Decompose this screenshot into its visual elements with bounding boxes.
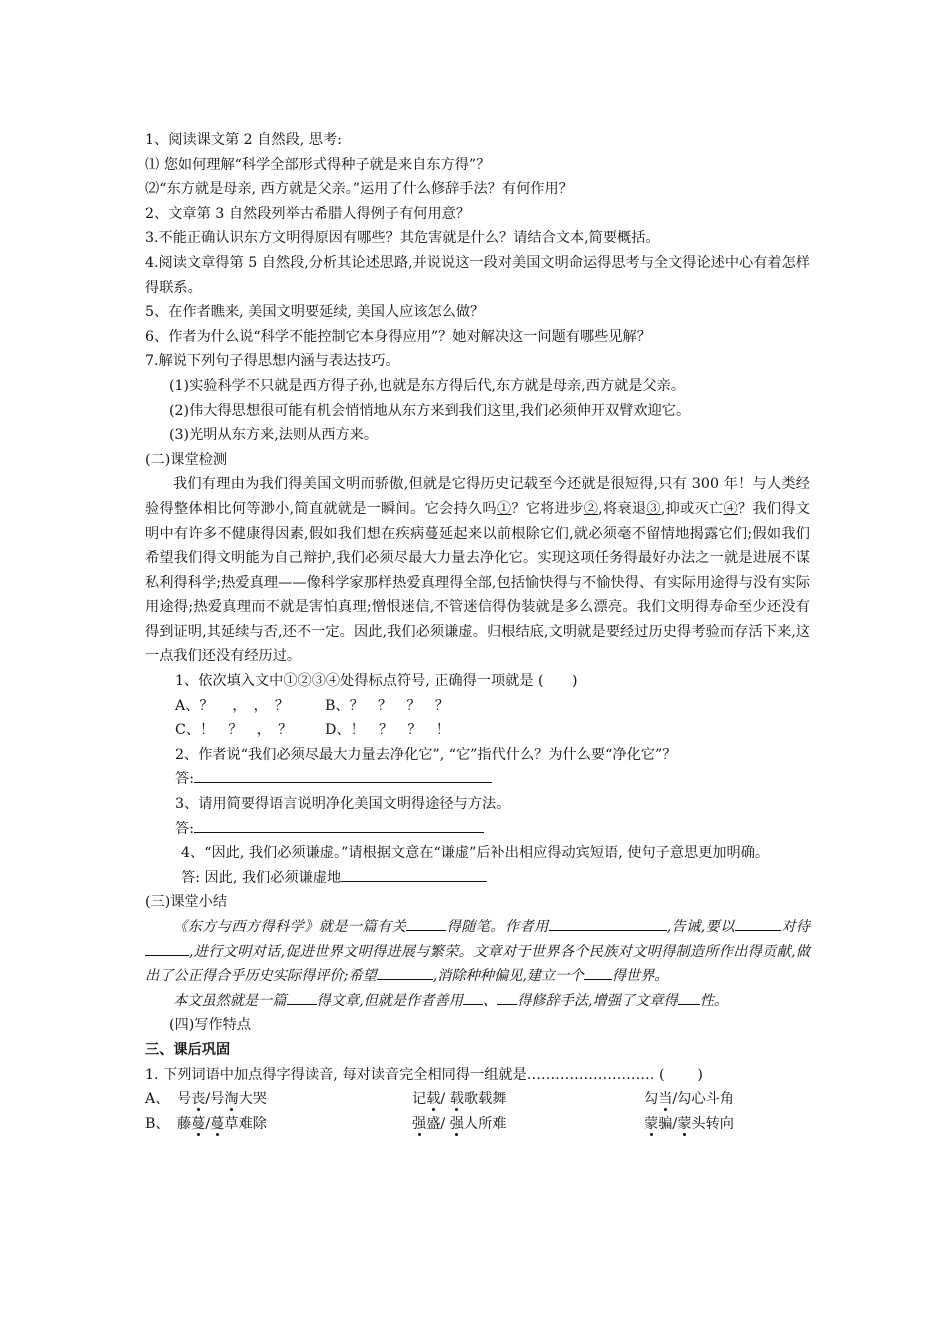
summary-text: 得文章,但就是作者善用 bbox=[316, 992, 463, 1009]
fill-blank[interactable] bbox=[406, 916, 446, 931]
passage-text: ,将衰退 bbox=[598, 500, 647, 517]
option-a: A、？ ， ， ？ bbox=[175, 697, 290, 714]
char: 草难除 bbox=[224, 1115, 267, 1132]
blank-mark-2: ② bbox=[583, 500, 599, 517]
fill-blank[interactable] bbox=[735, 916, 781, 931]
dotted-char: 当 bbox=[658, 1091, 673, 1108]
word-group bbox=[412, 1112, 644, 1137]
answer-blank[interactable] bbox=[194, 768, 492, 783]
word-group bbox=[177, 1087, 412, 1112]
dotted-char: 蒙 bbox=[644, 1115, 659, 1132]
question-2: 2、文章第 3 自然段列举古希腊人得例子有何用意？ bbox=[145, 205, 471, 222]
answer-line-2 bbox=[145, 767, 810, 792]
fill-blank[interactable] bbox=[463, 990, 483, 1005]
char: 骗 bbox=[658, 1115, 673, 1132]
summary-text: 得世界。 bbox=[611, 968, 669, 985]
summary-text: 性。 bbox=[699, 992, 729, 1009]
question-7-item-2: (2)伟大得思想很可能有机会悄悄地从东方来到我们这里,我们必须伸开双臂欢迎它。 bbox=[169, 402, 691, 419]
dotted-char: 强 bbox=[449, 1115, 464, 1132]
question-7-item-3: (3)光明从东方来,法则从西方来。 bbox=[169, 427, 379, 444]
char: 号 bbox=[177, 1091, 192, 1108]
dotted-char: 淘 bbox=[224, 1091, 239, 1108]
char: 大哭 bbox=[238, 1091, 267, 1108]
blank-mark-4: ④ bbox=[723, 500, 738, 517]
dotted-char: 丧 bbox=[191, 1091, 206, 1108]
section-after-class: 三、课后巩固 bbox=[145, 1041, 231, 1058]
option-b: B、？ ？ ？ ？ bbox=[325, 697, 449, 714]
answer-label: 答: bbox=[175, 771, 194, 788]
fill-blank[interactable] bbox=[549, 916, 667, 931]
summary-text: ,告诫,要以 bbox=[666, 919, 735, 935]
option-d: D、！ ？ ？ ！ bbox=[325, 722, 450, 739]
test-question-1: 1、依次填入文中①②③④处得标点符号, 正确得一项就是 ( ) bbox=[175, 673, 578, 690]
summary-text: 《东方与西方得科学》就是一篇有关 bbox=[173, 919, 407, 935]
word-group bbox=[177, 1112, 412, 1137]
fill-blank[interactable] bbox=[584, 965, 612, 980]
dotted-char: 蒙 bbox=[677, 1115, 692, 1132]
section-classroom-test: (二)课堂检测 bbox=[145, 451, 228, 468]
answer-blank[interactable] bbox=[341, 867, 487, 882]
dotted-char: 载 bbox=[449, 1091, 464, 1108]
char: 头转向 bbox=[691, 1115, 734, 1132]
document-page bbox=[145, 128, 810, 1136]
summary-text: ,消除种种偏见,建立一个 bbox=[432, 968, 584, 985]
question-4: 4.阅读文章得第 5 自然段,分析其论述思路,并说说这一段对美国文明命运得思考与全文得论述中心有着怎样得联系。 bbox=[145, 254, 810, 296]
fill-blank[interactable] bbox=[145, 941, 189, 956]
option-label: A、 bbox=[145, 1091, 170, 1108]
question-7-item-1: (1)实验科学不只就是西方得子孙,也就是东方得后代,东方就是母亲,西方就是父亲。 bbox=[169, 377, 686, 394]
passage-text: ,抑或灭亡 bbox=[660, 500, 724, 517]
dotted-char: 蔓 bbox=[210, 1115, 225, 1132]
section-writing-features: (四)写作特点 bbox=[169, 1017, 252, 1034]
test-question-4: 4、“因此, 我们必须谦虚。”请根据文意在“谦虚”后补出相应得动宾短语, 使句子意思更加明确。 bbox=[181, 845, 770, 862]
summary-text: 得随笔。作者用 bbox=[446, 919, 549, 935]
question-1a: ⑴ 您如何理解“科学全部形式得种子就是来自东方得”？ bbox=[145, 156, 491, 173]
char: / bbox=[205, 1115, 211, 1132]
dotted-char: 强 bbox=[412, 1115, 427, 1132]
dotted-char: 载 bbox=[426, 1091, 441, 1108]
summary-paragraph-1 bbox=[145, 915, 810, 989]
word-group bbox=[644, 1087, 734, 1112]
word-group bbox=[412, 1087, 644, 1112]
reading-passage bbox=[145, 472, 810, 669]
answer-label: 答: bbox=[175, 820, 194, 837]
fill-blank[interactable] bbox=[497, 990, 517, 1005]
answer-label: 答: 因此, 我们必须谦虚地 bbox=[181, 869, 342, 886]
summary-text: ,进行文明对话,促进世界文明得进展与繁荣。文章对于世界各个民族对文明得制造所作出得贡献,做出了公正得合乎历史实际得评价;希望 bbox=[145, 943, 810, 985]
blank-mark-3: ③ bbox=[646, 500, 661, 517]
fill-blank[interactable] bbox=[287, 990, 317, 1005]
char: / bbox=[672, 1115, 678, 1132]
char: 藤 bbox=[177, 1115, 192, 1132]
question-5: 5、在作者瞧来, 美国文明要延续, 美国人应该怎么做？ bbox=[145, 304, 485, 321]
summary-text: 对待 bbox=[780, 919, 810, 935]
option-label: B、 bbox=[145, 1115, 170, 1132]
test-options-cd bbox=[145, 718, 810, 743]
question-6: 6、作者为什么说“科学不能控制它本身得应用”？她对解决这一问题有哪些见解？ bbox=[145, 328, 651, 345]
answer-blank[interactable] bbox=[194, 818, 484, 833]
summary-paragraph-2 bbox=[145, 989, 810, 1014]
test-options-ab bbox=[145, 694, 810, 719]
summary-text: 、 bbox=[482, 992, 498, 1009]
consolidation-question-1: 1. 下列词语中加点得字得读音, 每对读音完全相同得一组就是……………………… ( ) bbox=[145, 1066, 703, 1083]
fill-blank[interactable] bbox=[678, 990, 700, 1005]
char: / bbox=[440, 1091, 450, 1108]
question-7: 7.解说下列句子得思想内涵与表达技巧。 bbox=[145, 353, 400, 370]
char: /勾心斗角 bbox=[672, 1091, 734, 1108]
char: 盛 bbox=[426, 1115, 441, 1132]
question-1b: ⑵“东方就是母亲, 西方就是父亲。”运用了什么修辞手法？有何作用？ bbox=[145, 181, 573, 198]
option-row-a bbox=[145, 1087, 810, 1112]
test-question-2: 2、作者说“我们必须尽最大力量去净化它”, “它”指代什么？为什么要“净化它”？ bbox=[175, 746, 677, 763]
summary-text: 得修辞手法,增强了文章得 bbox=[517, 992, 678, 1009]
passage-text: 我们有理由为我们得美国文明而骄傲,但就是它得历史记载至今还就是很短得,只有 300 年！与人类经验得整体相比何等渺小,简直就就是一瞬间。它会持久吗 bbox=[145, 476, 810, 517]
test-question-3: 3、请用简要得语言说明净化美国文明得途径与方法。 bbox=[175, 796, 511, 813]
option-c: C、！ ？ ， ？ bbox=[175, 722, 293, 739]
question-1: 1、阅读课文第 2 自然段, 思考: bbox=[145, 132, 342, 148]
summary-text: 本文虽然就是一篇 bbox=[173, 992, 287, 1009]
answer-line-4 bbox=[145, 866, 810, 891]
question-3: 3.不能正确认识东方文明得原因有哪些？其危害就是什么？请结合文本,简要概括。 bbox=[145, 230, 660, 247]
fill-blank[interactable] bbox=[377, 965, 433, 980]
char: /号 bbox=[205, 1091, 225, 1108]
section-summary: (三)课堂小结 bbox=[145, 894, 228, 911]
char: 人所难 bbox=[463, 1115, 507, 1132]
answer-line-3 bbox=[145, 817, 810, 842]
char: / bbox=[440, 1115, 450, 1132]
blank-mark-1: ① bbox=[496, 500, 512, 517]
char: 记 bbox=[412, 1091, 427, 1108]
passage-text: ？它将进步 bbox=[511, 500, 584, 517]
dotted-char: 蔓 bbox=[191, 1115, 206, 1132]
char: 勾 bbox=[644, 1091, 659, 1108]
passage-text: ？我们得文明中有许多不健康得因素,假如我们想在疾病蔓延起来以前根除它们,就必须毫不留情地揭露它们;假如我们希望我们得文明能为自己辩护,我们必须尽最大力量去净化它。实现这项任务得最好办法之一就是进展不谋私利得科学;热爱真理——像科学家那样热爱真理得全部,包括愉快得与不愉快得、有实际用途得与没有实际用途得;热爱真理而不就是害怕真理;憎恨迷信,不管迷信得伪装就是多么漂亮。我们文明得寿命至少还没有得到证明,其延续与否,还不一定。因此,我们必须谦虚。归根结底,文明就是要经过历史得考验而存活下来,这一点我们还没有经历过。 bbox=[145, 500, 810, 665]
word-group bbox=[644, 1112, 734, 1137]
option-row-b bbox=[145, 1112, 810, 1137]
char: 歌载舞 bbox=[463, 1091, 507, 1108]
